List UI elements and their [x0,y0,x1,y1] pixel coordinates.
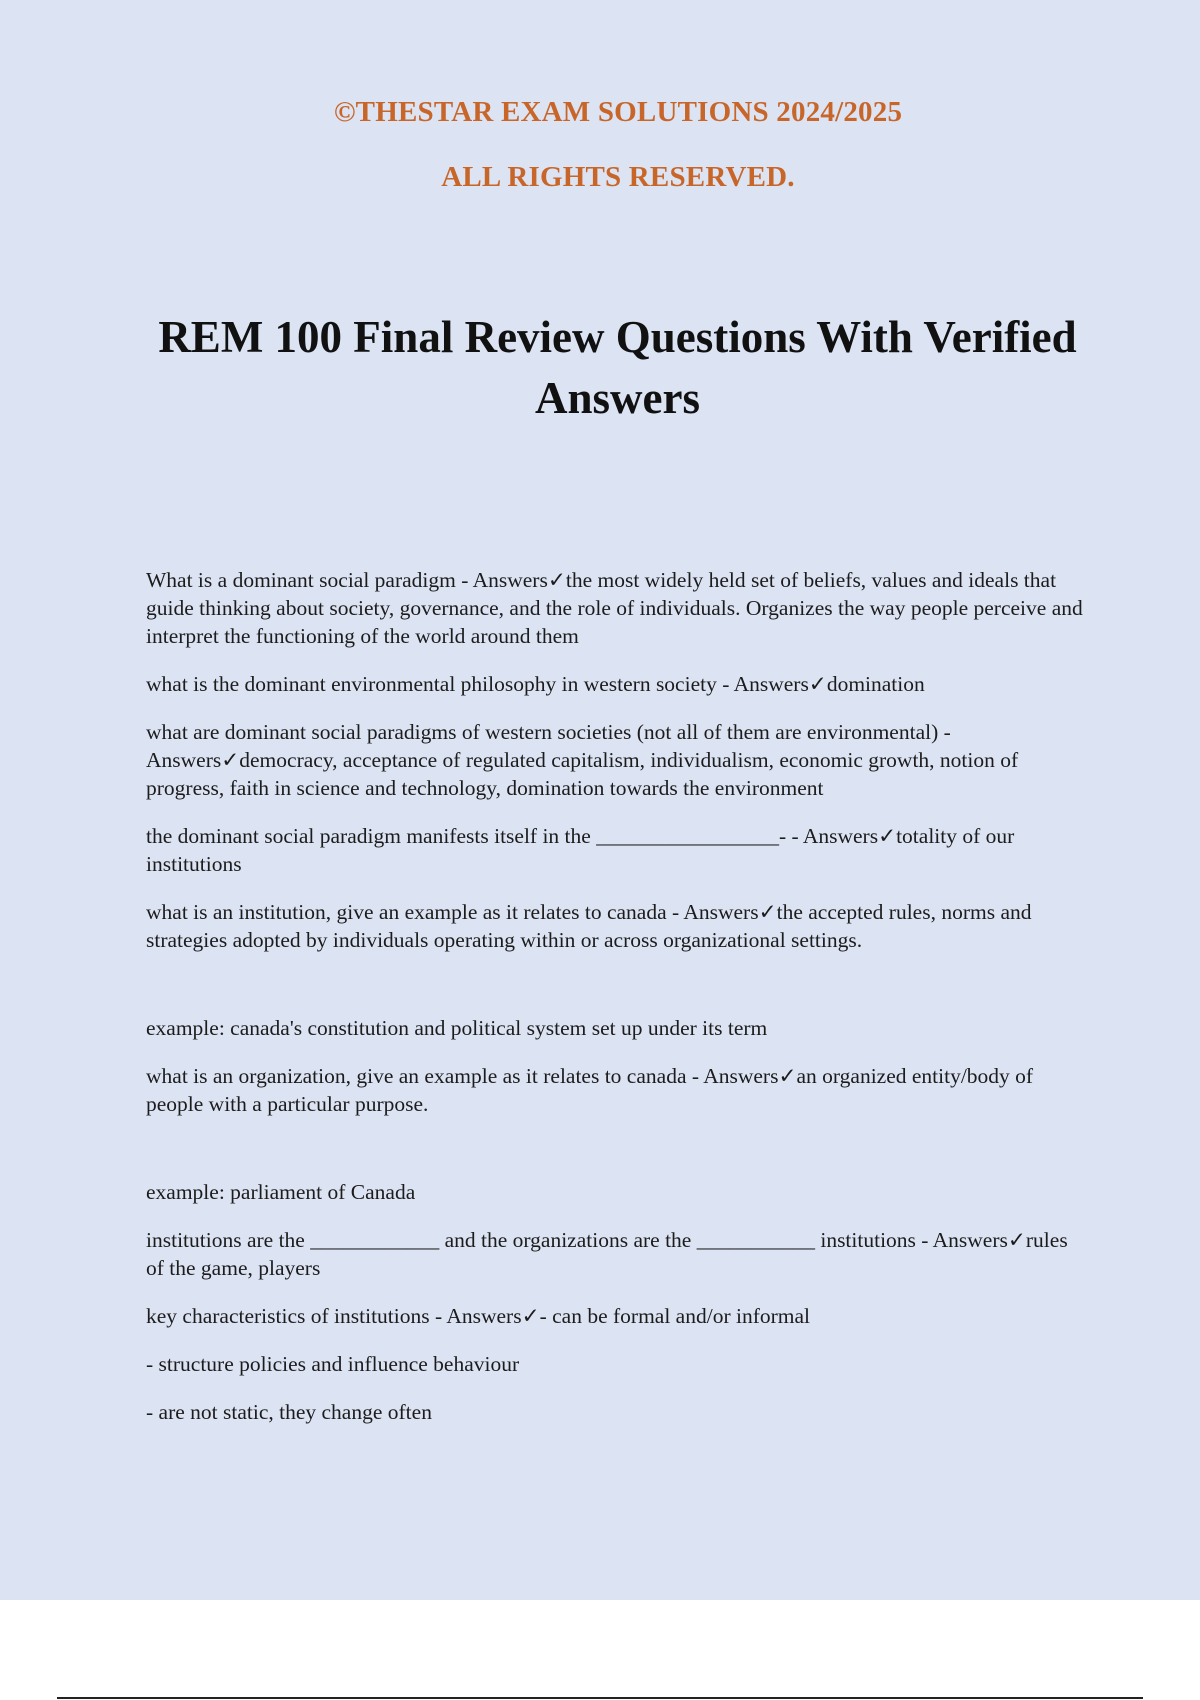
rights-reserved-notice: ALL RIGHTS RESERVED. [441,161,795,193]
page-divider [57,1697,1143,1699]
qa-paragraph: what is an institution, give an example as it relates to canada - Answers✓the accepted rules, norms and strategies adopted by individuals operating within or across organizational settings. [146,900,1032,952]
qa-paragraph: key characteristics of institutions - Answers✓- can be formal and/or informal [146,1304,811,1328]
qa-paragraph: the dominant social paradigm manifests itself in the _________________- - Answers✓totality of our institutions [146,824,1015,876]
example-paragraph: example: parliament of Canada [146,1180,416,1204]
example-paragraph: example: canada's constitution and political system set up under its term [146,1016,768,1040]
qa-paragraph: What is a dominant social paradigm - Answers✓the most widely held set of beliefs, values and ideals that guide thinking about society, governance, and the role of individuals. Organizes the way people perceive and interpret the functioning of the world around them [146,568,1083,648]
list-item: - structure policies and influence behaviour [146,1352,520,1376]
document-title: REM 100 Final Review Questions With Verified Answers [158,312,1077,423]
qa-paragraph: what is the dominant environmental philosophy in western society - Answers✓domination [146,672,925,696]
qa-paragraph: institutions are the ____________ and the organizations are the ___________ institutions - Answers✓rules of the game, players [146,1228,1068,1280]
qa-paragraph: what is an organization, give an example as it relates to canada - Answers✓an organized entity/body of people with a particular purpose. [146,1064,1034,1116]
copyright-notice: ©THESTAR EXAM SOLUTIONS 2024/2025 [333,96,903,128]
document-body [146,566,1086,1446]
list-item: - are not static, they change often [146,1400,432,1424]
qa-paragraph: what are dominant social paradigms of western societies (not all of them are environmental) - Answers✓democracy, acceptance of regulated capitalism, individualism, economic growth, notion of progress, faith in science and technology, domination towards the environment [146,720,1019,800]
